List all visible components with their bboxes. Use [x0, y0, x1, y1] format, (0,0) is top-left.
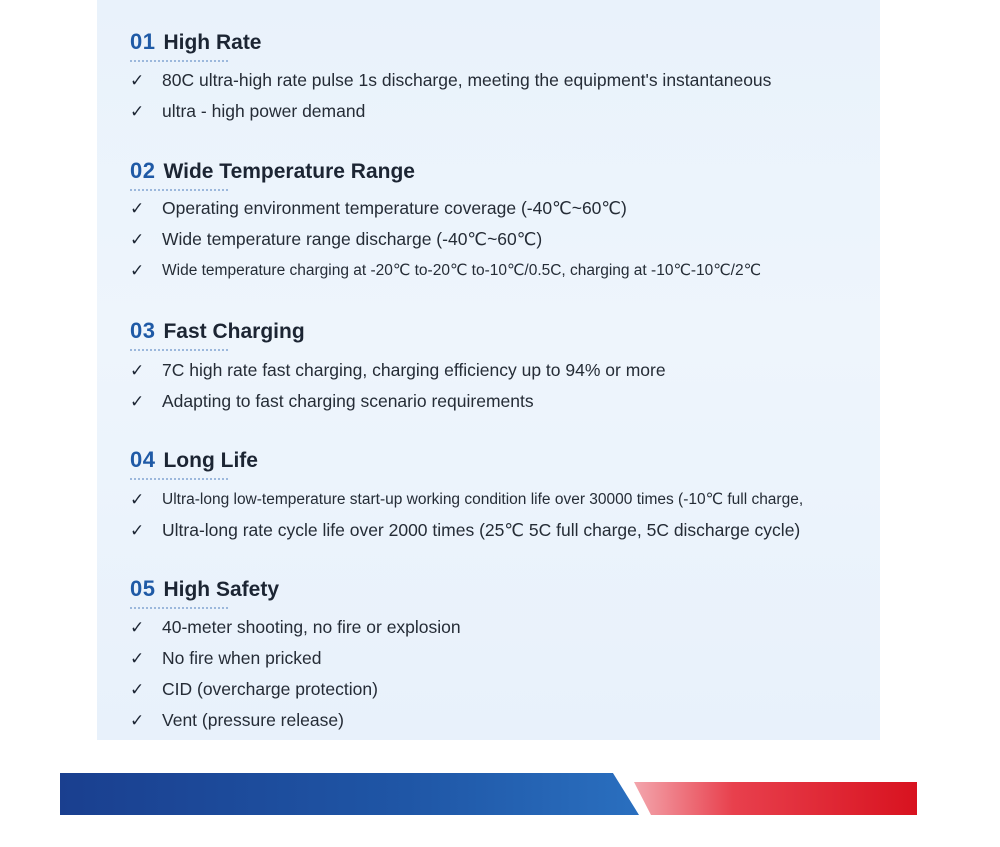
section-high-safety: [130, 576, 461, 731]
section-fast-charging: [130, 318, 666, 412]
list-item: [130, 355, 666, 386]
item-text: Ultra-long low-temperature start-up working condition life over 30000 times (-10℃ full charge,: [162, 491, 804, 508]
footer-red-band: [634, 782, 917, 815]
section-number: 05: [130, 576, 156, 601]
list-item: [130, 193, 761, 224]
section-number: 01: [130, 29, 156, 54]
section-high-rate: [130, 29, 772, 122]
footer-blue-band: [60, 773, 639, 815]
heading-underline: [130, 60, 228, 62]
heading-underline: [130, 478, 228, 480]
list-item: [130, 96, 771, 127]
checkmark-icon: ✓: [130, 489, 145, 510]
item-text: Wide temperature charging at -20℃ to-20℃ to-10℃/0.5C, charging at -10℃-10℃/2℃: [162, 262, 761, 279]
item-text: Ultra-long rate cycle life over 2000 times (25℃ 5C full charge, 5C discharge cycle): [162, 520, 801, 540]
checkmark-icon: ✓: [130, 360, 145, 381]
feature-list: [130, 193, 761, 286]
section-long-life: [130, 447, 804, 541]
checkmark-icon: ✓: [130, 260, 145, 281]
section-heading: [130, 576, 279, 606]
checkmark-icon: ✓: [130, 520, 145, 541]
section-heading: [130, 318, 305, 348]
feature-list: [130, 484, 803, 546]
item-text: 40-meter shooting, no fire or explosion: [162, 617, 461, 637]
section-title: High Rate: [163, 31, 262, 54]
checkmark-icon: ✓: [130, 710, 145, 731]
checkmark-icon: ✓: [130, 679, 145, 700]
section-title: Long Life: [163, 449, 258, 472]
feature-list: [130, 612, 461, 736]
section-heading: [130, 29, 262, 59]
item-text: No fire when pricked: [162, 648, 322, 668]
list-item: [130, 255, 761, 286]
list-item: [130, 674, 461, 705]
item-text: ultra - high power demand: [162, 101, 366, 121]
checkmark-icon: ✓: [130, 101, 145, 122]
item-text: CID (overcharge protection): [162, 679, 378, 699]
checkmark-icon: ✓: [130, 391, 145, 412]
checkmark-icon: ✓: [130, 229, 145, 250]
section-number: 02: [130, 158, 156, 183]
item-text: 80C ultra-high rate pulse 1s discharge, meeting the equipment's instantaneous: [162, 70, 772, 90]
list-item: [130, 484, 803, 515]
section-title: Fast Charging: [163, 320, 305, 343]
item-text: Operating environment temperature coverage (-40℃~60℃): [162, 198, 627, 218]
section-heading: [130, 447, 258, 477]
section-title: High Safety: [163, 578, 280, 601]
section-wide-temperature-range: [130, 158, 761, 281]
item-text: 7C high rate fast charging, charging efficiency up to 94% or more: [162, 360, 666, 380]
list-item: [130, 224, 761, 255]
list-item: [130, 612, 461, 643]
checkmark-icon: ✓: [130, 70, 145, 91]
heading-underline: [130, 607, 228, 609]
list-item: [130, 705, 461, 736]
section-heading: [130, 158, 415, 188]
feature-list: [130, 355, 666, 417]
checkmark-icon: ✓: [130, 617, 145, 638]
item-text: Vent (pressure release): [162, 710, 344, 730]
heading-underline: [130, 189, 228, 191]
checkmark-icon: ✓: [130, 648, 145, 669]
heading-underline: [130, 349, 228, 351]
item-text: Wide temperature range discharge (-40℃~60℃): [162, 229, 543, 249]
list-item: [130, 515, 803, 546]
section-title: Wide Temperature Range: [163, 160, 415, 183]
item-text: Adapting to fast charging scenario requirements: [162, 391, 534, 411]
list-item: [130, 65, 771, 96]
feature-list: [130, 65, 771, 127]
list-item: [130, 386, 666, 417]
checkmark-icon: ✓: [130, 198, 145, 219]
section-number: 04: [130, 447, 156, 472]
list-item: [130, 643, 461, 674]
section-number: 03: [130, 318, 156, 343]
